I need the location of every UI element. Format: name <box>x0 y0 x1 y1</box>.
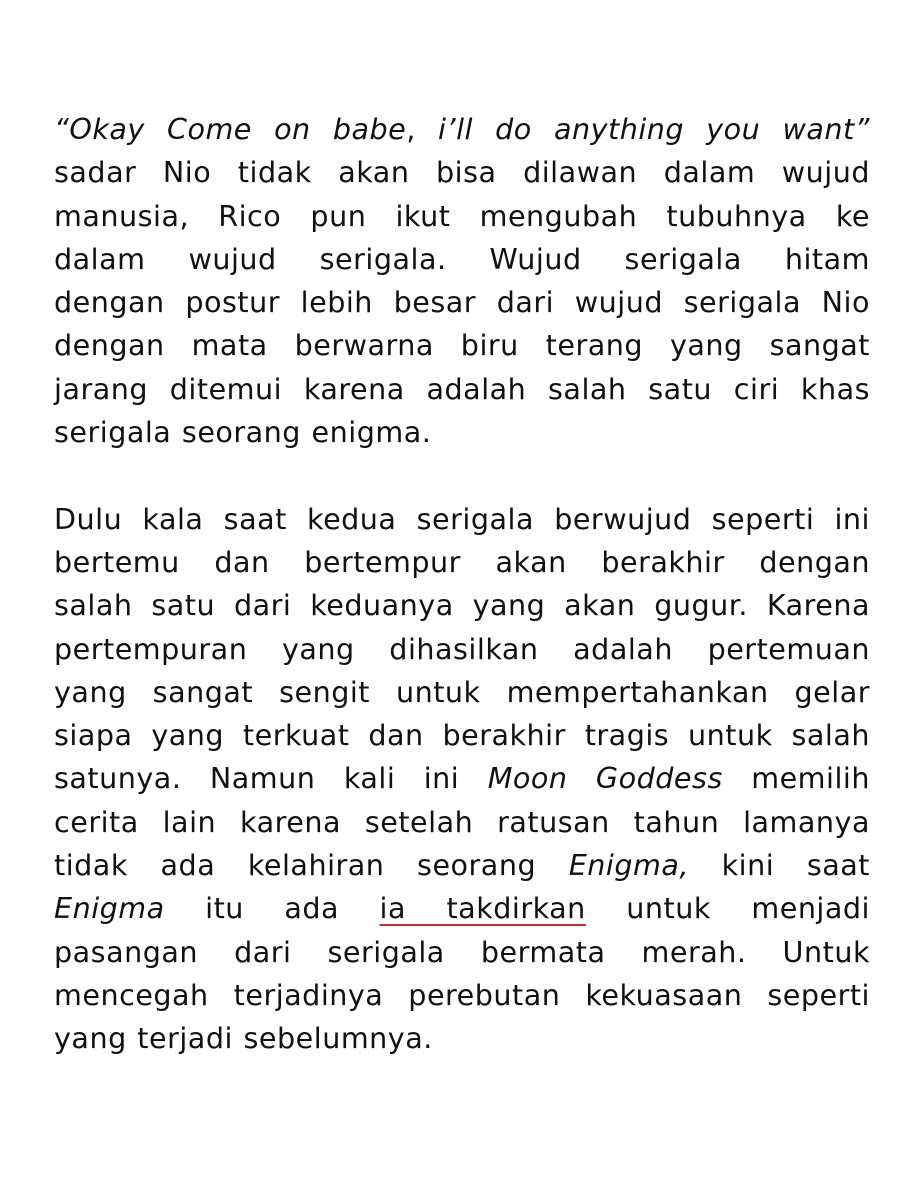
text-segment: dalam wujud serigala. Wujud serigala hitam <box>54 241 870 276</box>
text-segment: pertempuran yang dihasilkan adalah pertemuan <box>54 631 870 666</box>
text-line <box>54 628 870 671</box>
text-segment: serigala seorang enigma. <box>54 415 432 450</box>
text-segment: tidak ada kelahiran seorang <box>54 848 569 883</box>
paragraph-2 <box>54 498 870 1061</box>
text-line <box>54 151 870 194</box>
text-line <box>54 238 870 281</box>
text-line <box>54 324 870 367</box>
text-segment: dengan postur lebih besar dari wujud serigala Nio <box>54 285 870 320</box>
text-line <box>54 411 870 454</box>
text-segment: jarang ditemui karena adalah salah satu ciri khas <box>54 371 870 406</box>
text-line <box>54 195 870 238</box>
text-segment: pasangan dari serigala bermata merah. Untuk <box>54 934 870 969</box>
text-segment: yang sangat sengit untuk mempertahankan gelar <box>54 674 870 709</box>
text-line <box>54 541 870 584</box>
text-segment: Dulu kala saat kedua serigala berwujud seperti ini <box>54 501 870 536</box>
spellcheck-flagged-text: ia takdirkan <box>379 891 586 926</box>
text-line <box>54 714 870 757</box>
text-line <box>54 671 870 714</box>
text-line <box>54 108 870 151</box>
text-segment: kini saat <box>688 848 870 883</box>
text-segment: salah satu dari keduanya yang akan gugur. Karena <box>54 588 870 623</box>
text-line <box>54 498 870 541</box>
document-body <box>54 108 870 1061</box>
text-line <box>54 974 870 1017</box>
text-line <box>54 281 870 324</box>
text-line <box>54 757 870 800</box>
text-line <box>54 887 870 930</box>
text-segment: mencegah terjadinya perebutan kekuasaan seperti <box>54 977 870 1012</box>
italic-text: Enigma <box>54 891 165 926</box>
text-segment: siapa yang terkuat dan berakhir tragis untuk salah <box>54 718 870 753</box>
text-segment: satunya. Namun kali ini <box>54 761 488 796</box>
text-segment: itu ada <box>164 891 380 926</box>
text-line <box>54 584 870 627</box>
text-segment: cerita lain karena setelah ratusan tahun lamanya <box>54 804 870 839</box>
text-segment: , <box>406 112 439 146</box>
italic-text: “Okay Come on babe <box>54 112 407 146</box>
text-line <box>54 844 870 887</box>
text-segment: dengan mata berwarna biru terang yang sangat <box>54 328 870 363</box>
text-line <box>54 801 870 844</box>
text-line <box>54 931 870 974</box>
text-line <box>54 1017 870 1060</box>
italic-text: Moon Goddess <box>487 761 723 796</box>
italic-text: Enigma, <box>568 848 689 883</box>
text-segment: bertemu dan bertempur akan berakhir dengan <box>54 544 870 579</box>
text-segment: sadar Nio tidak akan bisa dilawan dalam wujud <box>54 155 870 190</box>
text-segment: memilih <box>722 761 870 796</box>
text-segment: yang terjadi sebelumnya. <box>54 1021 433 1056</box>
text-line <box>54 368 870 411</box>
text-segment: manusia, Rico pun ikut mengubah tubuhnya ke <box>54 198 870 233</box>
italic-text: i’ll do anything you want” <box>438 112 871 146</box>
text-segment: untuk menjadi <box>585 891 870 926</box>
paragraph-1 <box>54 108 870 454</box>
